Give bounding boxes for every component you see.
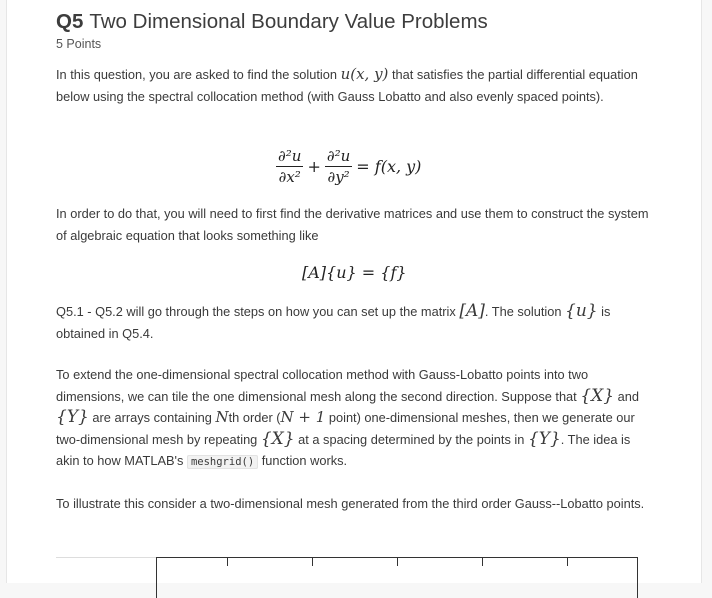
extend-text-and: and (614, 388, 639, 404)
illustrate-paragraph: To illustrate this consider a two-dimensional mesh generated from the third order Gauss--Lobatto points. (56, 496, 645, 511)
solution-u: {u} (565, 301, 598, 321)
divider (56, 557, 157, 558)
table-tick (227, 558, 228, 566)
mesh-y-points: {Y} (527, 428, 561, 449)
intro-text: In this question, you are asked to find the solution (56, 67, 341, 82)
steps-text-after: is obtained in Q5.4. (56, 304, 611, 341)
order-n: N (215, 408, 229, 426)
question-title (56, 10, 488, 34)
table-tick (482, 558, 483, 566)
table-tick (567, 558, 568, 566)
question-number: Q5 (56, 10, 84, 33)
fraction-x-den: ∂x² (278, 168, 301, 186)
intro-math: u(x, y) (340, 65, 389, 83)
plus-sign: + (307, 157, 321, 176)
steps-text: Q5.1 - Q5.2 will go through the steps on how you can set up the matrix (56, 304, 460, 319)
mesh-table-top (156, 557, 638, 598)
question-points: 5 Points (56, 37, 102, 51)
extend-text-6: . The idea is akin to how MATLAB's (56, 431, 631, 468)
intro-text-after: that satisfies the partial differential equation below using the spectral collocation method (with Gauss Lobatto and also evenly spaced points). (56, 67, 638, 104)
n-plus-one: N + 1 (280, 408, 326, 426)
fraction-x-num: ∂²u (278, 147, 302, 165)
fraction-x (276, 146, 303, 187)
extend-text-2: are arrays containing (88, 410, 216, 425)
extend-text-3: th order ( (228, 410, 281, 425)
intro-paragraph (56, 64, 656, 107)
system-equation: [A]{u} = {f} (302, 263, 407, 282)
pde-rhs: = f(x, y) (356, 157, 422, 176)
extend-text-1: To extend the one-dimensional spectral collocation method with Gauss-Lobatto points into two dimensions, we can tile the one dimensional mesh along the second direction. Suppose that (56, 367, 589, 404)
table-tick (397, 558, 398, 566)
matrix-a: [A] (459, 301, 485, 321)
mesh-y: {Y} (56, 407, 89, 427)
extend-text-5: at a spacing determined by the points in (294, 431, 528, 447)
fraction-y-den: ∂y² (327, 168, 350, 186)
extend-paragraph (56, 364, 656, 474)
question-title-text: Two Dimensional Boundary Value Problems (89, 10, 488, 33)
table-tick (312, 558, 313, 566)
steps-paragraph (56, 301, 656, 344)
fraction-y (325, 146, 352, 187)
pde-equation (276, 146, 425, 187)
derivative-paragraph: In order to do that, you will need to first find the derivative matrices and use them to construct the system of algebraic equation that looks something like (56, 206, 649, 243)
steps-text-middle: . The solution (484, 304, 566, 319)
meshgrid-code: meshgrid() (187, 455, 258, 469)
fraction-y-num: ∂²u (326, 147, 351, 165)
mesh-x: {X} (580, 385, 615, 406)
extend-text-4: point) one-dimensional meshes, then we generate our two-dimensional mesh by repeating (56, 410, 635, 447)
extend-text-7: function works. (258, 453, 348, 468)
mesh-x-repeat: {X} (260, 428, 295, 449)
